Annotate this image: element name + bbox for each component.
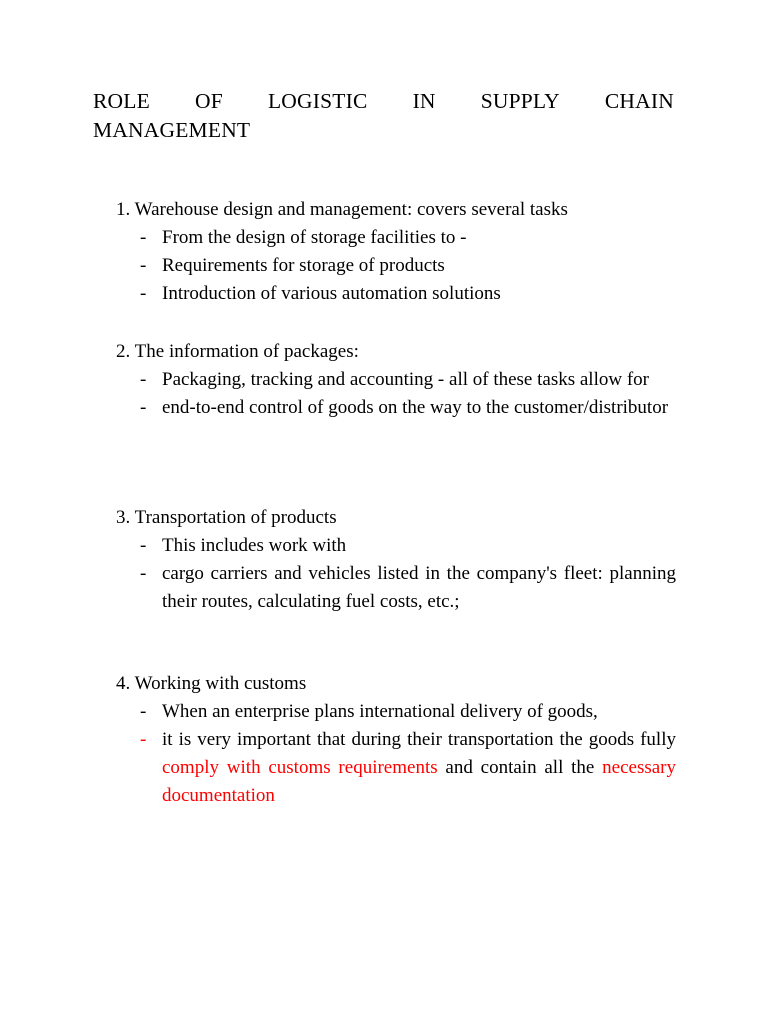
dash-marker: - <box>140 397 147 418</box>
dash-marker: - <box>140 255 147 276</box>
highlighted-text: necessary documentation <box>162 757 677 806</box>
dash-marker: - <box>140 535 147 556</box>
list-item-text: Introduction of various automation solutions <box>162 283 501 304</box>
section-warehouse <box>116 196 676 308</box>
list-item-text: Requirements for storage of products <box>162 255 445 276</box>
list-item <box>116 726 676 810</box>
text-run: it is very important that during their transportation the goods fully <box>162 729 676 750</box>
title-word: SUPPLY <box>480 89 560 113</box>
dash-marker: - <box>140 701 147 722</box>
title-word: ROLE <box>93 89 150 113</box>
title-word: CHAIN <box>604 89 674 113</box>
list-item-text: cargo carriers and vehicles listed in the company's fleet: planning their routes, calculating fuel costs, etc.; <box>162 563 676 612</box>
list-item <box>116 394 676 422</box>
section-heading: 2. The information of packages: <box>116 341 359 362</box>
text-run: and contain all the <box>437 757 603 778</box>
list-item <box>116 698 676 726</box>
list-item <box>116 560 676 616</box>
list-item-text <box>162 729 676 806</box>
title-line-1 <box>93 87 674 116</box>
list-item <box>116 280 676 308</box>
list-item <box>116 224 676 252</box>
list-item-text: From the design of storage facilities to - <box>162 227 467 248</box>
list-item-text: When an enterprise plans international delivery of goods, <box>162 701 598 722</box>
list-item-text: This includes work with <box>162 535 347 556</box>
dash-marker: - <box>140 729 147 750</box>
list-item <box>116 532 676 560</box>
list-item-text: end-to-end control of goods on the way to the customer/distributor <box>162 397 669 418</box>
title-word: OF <box>195 89 223 113</box>
list-item <box>116 252 676 280</box>
dash-marker: - <box>140 227 147 248</box>
section-transportation <box>116 504 676 616</box>
title-word: IN <box>412 89 436 113</box>
list-item <box>116 366 676 394</box>
list-item-text: Packaging, tracking and accounting - all of these tasks allow for <box>162 369 649 390</box>
section-heading: 4. Working with customs <box>116 673 307 694</box>
title-line-2: MANAGEMENT <box>93 118 251 142</box>
section-packages <box>116 338 676 422</box>
section-heading: 1. Warehouse design and management: covers several tasks <box>116 199 568 220</box>
dash-marker: - <box>140 369 147 390</box>
title-word: LOGISTIC <box>267 89 368 113</box>
document-title <box>93 87 674 145</box>
section-heading: 3. Transportation of products <box>116 507 337 528</box>
dash-marker: - <box>140 283 147 304</box>
highlighted-text: comply with customs requirements <box>162 757 438 778</box>
dash-marker: - <box>140 563 147 584</box>
section-customs <box>116 670 676 810</box>
